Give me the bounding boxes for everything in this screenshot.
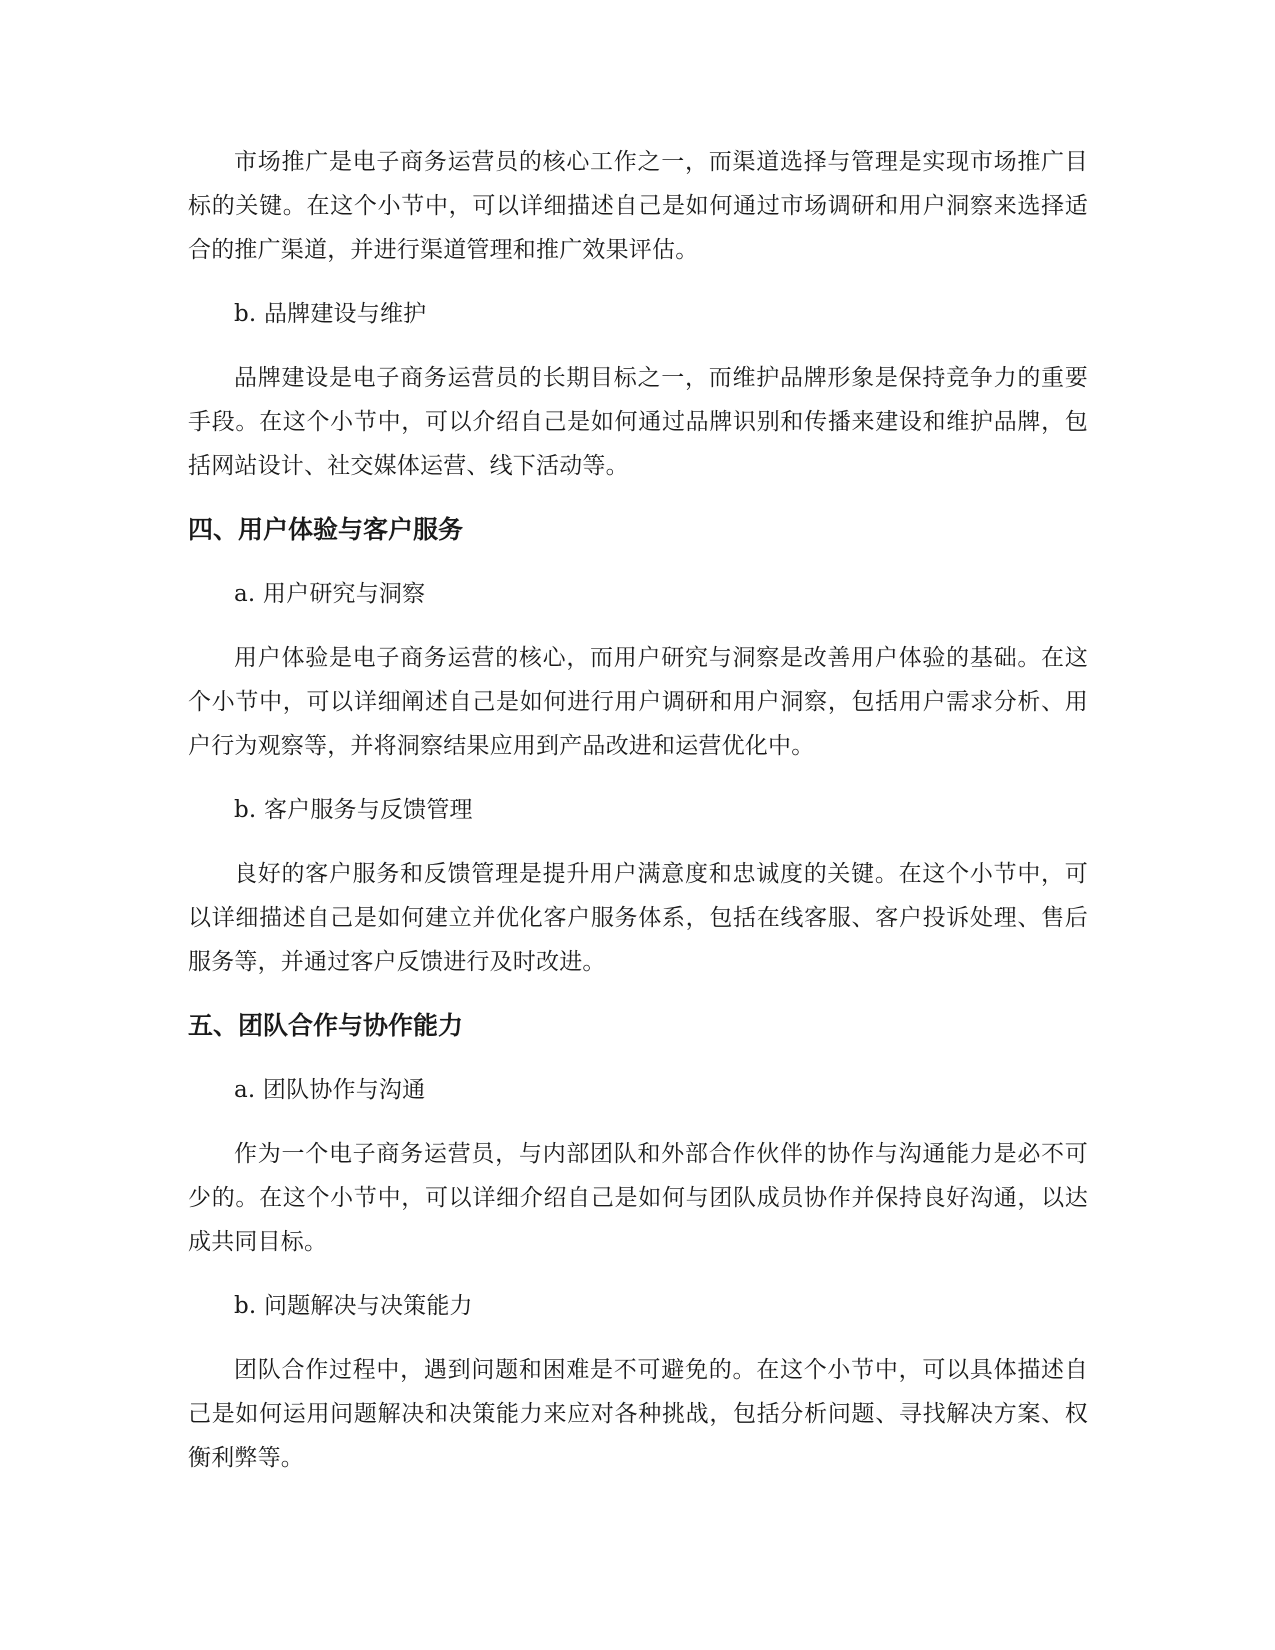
section-heading-user-experience: 四、用户体验与客户服务: [188, 515, 464, 544]
subheading-brand-building: b. 品牌建设与维护: [234, 301, 427, 327]
paragraph-user-research: 用户体验是电子商务运营的核心，而用户研究与洞察是改善用户体验的基础。在这个小节中，可以详细阐述自己是如何进行用户调研和用户洞察，包括用户需求分析、用户行为观察等，并将洞察结果应用到产品改进和运营优化中。: [188, 645, 1088, 759]
subheading-problem-solving: b. 问题解决与决策能力: [234, 1293, 473, 1319]
paragraph-team-collaboration: 作为一个电子商务运营员，与内部团队和外部合作伙伴的协作与沟通能力是必不可少的。在这个小节中，可以详细介绍自己是如何与团队成员协作并保持良好沟通，以达成共同目标。: [188, 1141, 1088, 1255]
subheading-team-collaboration: a. 团队协作与沟通: [234, 1077, 426, 1103]
paragraph-customer-service: 良好的客户服务和反馈管理是提升用户满意度和忠诚度的关键。在这个小节中，可以详细描述自己是如何建立并优化客户服务体系，包括在线客服、客户投诉处理、售后服务等，并通过客户反馈进行及时改进。: [188, 861, 1088, 975]
document-body: [188, 140, 1088, 1500]
paragraph-channel-management: 市场推广是电子商务运营员的核心工作之一，而渠道选择与管理是实现市场推广目标的关键。在这个小节中，可以详细描述自己是如何通过市场调研和用户洞察来选择适合的推广渠道，并进行渠道管理和推广效果评估。: [188, 149, 1088, 263]
section-heading-teamwork: 五、团队合作与协作能力: [188, 1011, 464, 1040]
subheading-customer-service: b. 客户服务与反馈管理: [234, 797, 473, 823]
paragraph-brand-building: 品牌建设是电子商务运营员的长期目标之一，而维护品牌形象是保持竞争力的重要手段。在这个小节中，可以介绍自己是如何通过品牌识别和传播来建设和维护品牌，包括网站设计、社交媒体运营、线下活动等。: [188, 365, 1088, 479]
paragraph-problem-solving: 团队合作过程中，遇到问题和困难是不可避免的。在这个小节中，可以具体描述自己是如何运用问题解决和决策能力来应对各种挑战，包括分析问题、寻找解决方案、权衡利弊等。: [188, 1357, 1088, 1471]
subheading-user-research: a. 用户研究与洞察: [234, 581, 426, 607]
